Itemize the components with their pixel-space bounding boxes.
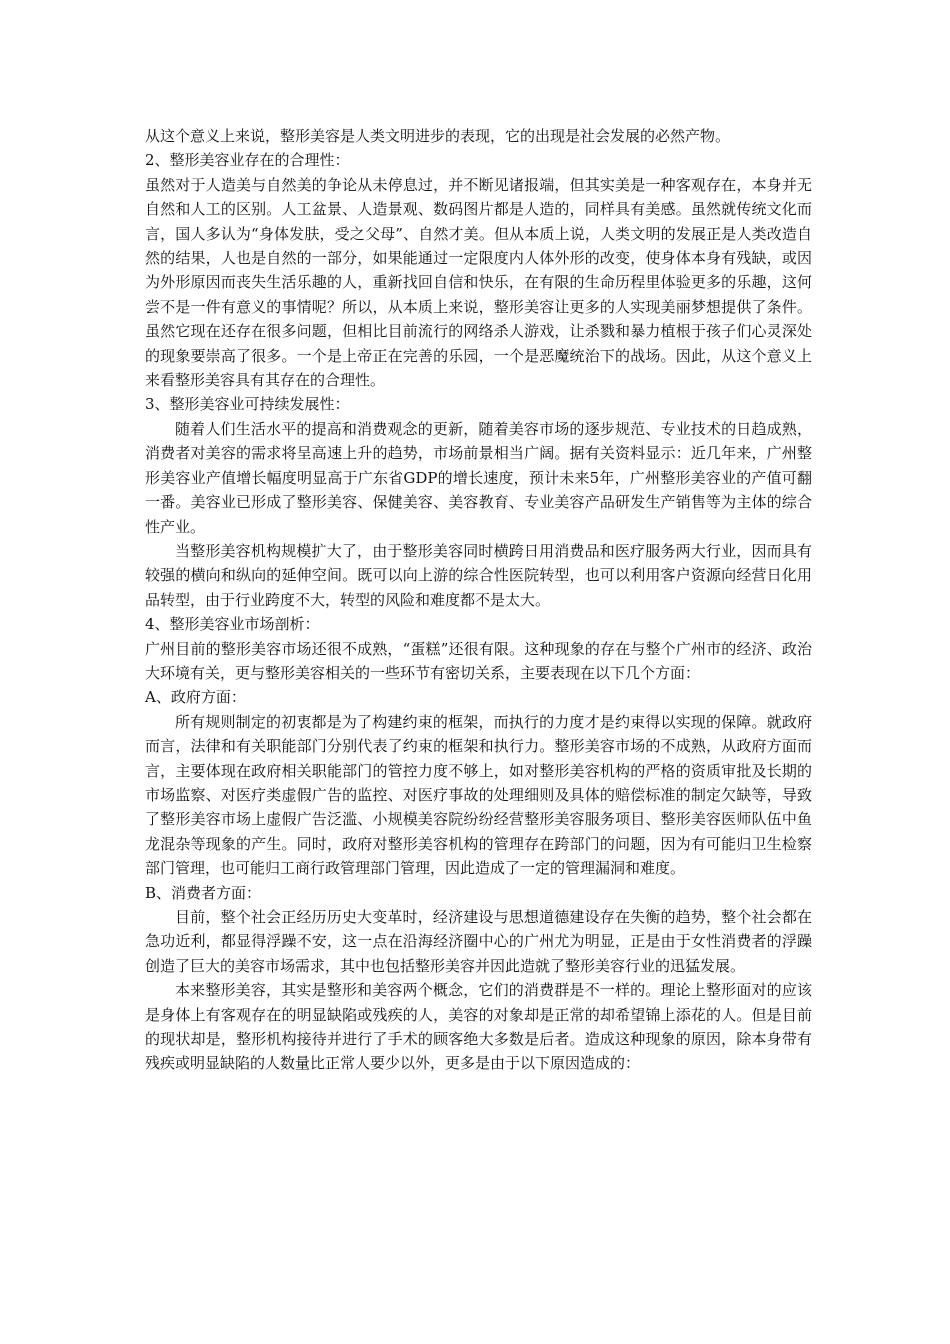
paragraph-sustainability-2: 当整形美容机构规模扩大了，由于整形美容同时横跨日用消费品和医疗服务两大行业，因而具有较强的横向和纵向的延伸空间。既可以向上游的综合性医院转型，也可以利用客户资源向经营日化用品转型，由于行业跨度不大，转型的风险和难度都不是太大。 [145,541,812,609]
paragraph-rationality: 虽然对于人造美与自然美的争论从未停息过，并不断见诸报端，但其实美是一种客观存在，本身并无自然和人工的区别。人工盆景、人造景观、数码图片都是人造的，同样具有美感。虽然就传统文化而言，国人多认为“身体发肤，受之父母”、自然才美。但从本质上说，人类文明的发展正是人类改造自然的结果，人也是自然的一部分，如果能通过一定限度内人体外形的改变，使身体本身有残缺，或因为外形原因而丧失生活乐趣的人，重新找回自信和快乐，在有限的生命历程里体验更多的乐趣，这何尝不是一件有意义的事情呢？所以，从本质上来说，整形美容让更多的人实现美丽梦想提供了条件。虽然它现在还存在很多问题，但相比目前流行的网络杀人游戏，让杀戮和暴力植根于孩子们心灵深处的现象要崇高了很多。一个是上帝正在完善的乐园，一个是恶魔统治下的战场。因此，从这个意义上来看整形美容具有其存在的合理性。 [145,175,812,390]
heading-section-4: 4、整形美容业市场剖析： [145,615,320,634]
document-page [145,124,812,1076]
paragraph-sustainability-1: 随着人们生活水平的提高和消费观念的更新，随着美容市场的逐步规范、专业技术的日趋成熟，消费者对美容的需求将呈高速上升的趋势，市场前景相当广阔。据有关资料显示：近几年来，广州整形美容业产值增长幅度明显高于广东省GDP的增长速度，预计未来5年，广州整形美容业的产值可翻一番。美容业已形成了整形美容、保健美容、美容教育、专业美容产品研发生产销售等为主体的综合性产业。 [145,419,812,536]
paragraph-market-analysis: 广州目前的整形美容市场还很不成熟，“蛋糕”还很有限。这种现象的存在与整个广州市的经济、政治大环境有关，更与整形美容相关的一些环节有密切关系，主要表现在以下几个方面： [145,639,812,682]
paragraph-government: 所有规则制定的初衷都是为了构建约束的框架，而执行的力度才是约束得以实现的保障。就政府而言，法律和有关职能部门分别代表了约束的框架和执行力。整形美容市场的不成熟，从政府方面而言，主要体现在政府相关职能部门的管控力度不够上，如对整形美容机构的严格的资质审批及长期的市场监察、对医疗类虚假广告的监控、对医疗事故的处理细则及具体的赔偿标准的制定欠缺等，导致了整形美容市场上虚假广告泛滥、小规模美容院纷纷经营整形美容服务项目、整形美容医师队伍中鱼龙混杂等现象的产生。同时，政府对整形美容机构的管理存在跨部门的问题，因为有可能归卫生检察部门管理，也可能归工商行政管理部门管理，因此造成了一定的管理漏洞和难度。 [145,712,812,878]
heading-section-2: 2、整形美容业存在的合理性： [145,151,350,170]
heading-section-3: 3、整形美容业可持续发展性： [145,395,350,414]
heading-consumers: B、消费者方面： [145,883,262,902]
paragraph-consumers-1: 目前，整个社会正经历历史大变革时，经济建设与思想道德建设存在失衡的趋势，整个社会都在急功近利，都显得浮躁不安，这一点在沿海经济圈中心的广州尤为明显，正是由于女性消费者的浮躁创造了巨大的美容市场需求，其中也包括整形美容并因此造就了整形美容行业的迅猛发展。 [145,908,812,975]
paragraph-intro-conclusion: 从这个意义上来说，整形美容是人类文明进步的表现，它的出现是社会发展的必然产物。 [145,127,731,145]
paragraph-consumers-2: 本来整形美容，其实是整形和美容两个概念，它们的消费群是不一样的。理论上整形面对的应该是身体上有客观存在的明显缺陷或残疾的人，美容的对象却是正常的却希望锦上添花的人。但是目前的现状却是，整形机构接待并进行了手术的顾客绝大多数是后者。造成这种现象的原因，除本身带有残疾或明显缺陷的人数量比正常人要少以外，更多是由于以下原因造成的： [145,981,812,1073]
heading-government: A、政府方面： [145,688,246,707]
